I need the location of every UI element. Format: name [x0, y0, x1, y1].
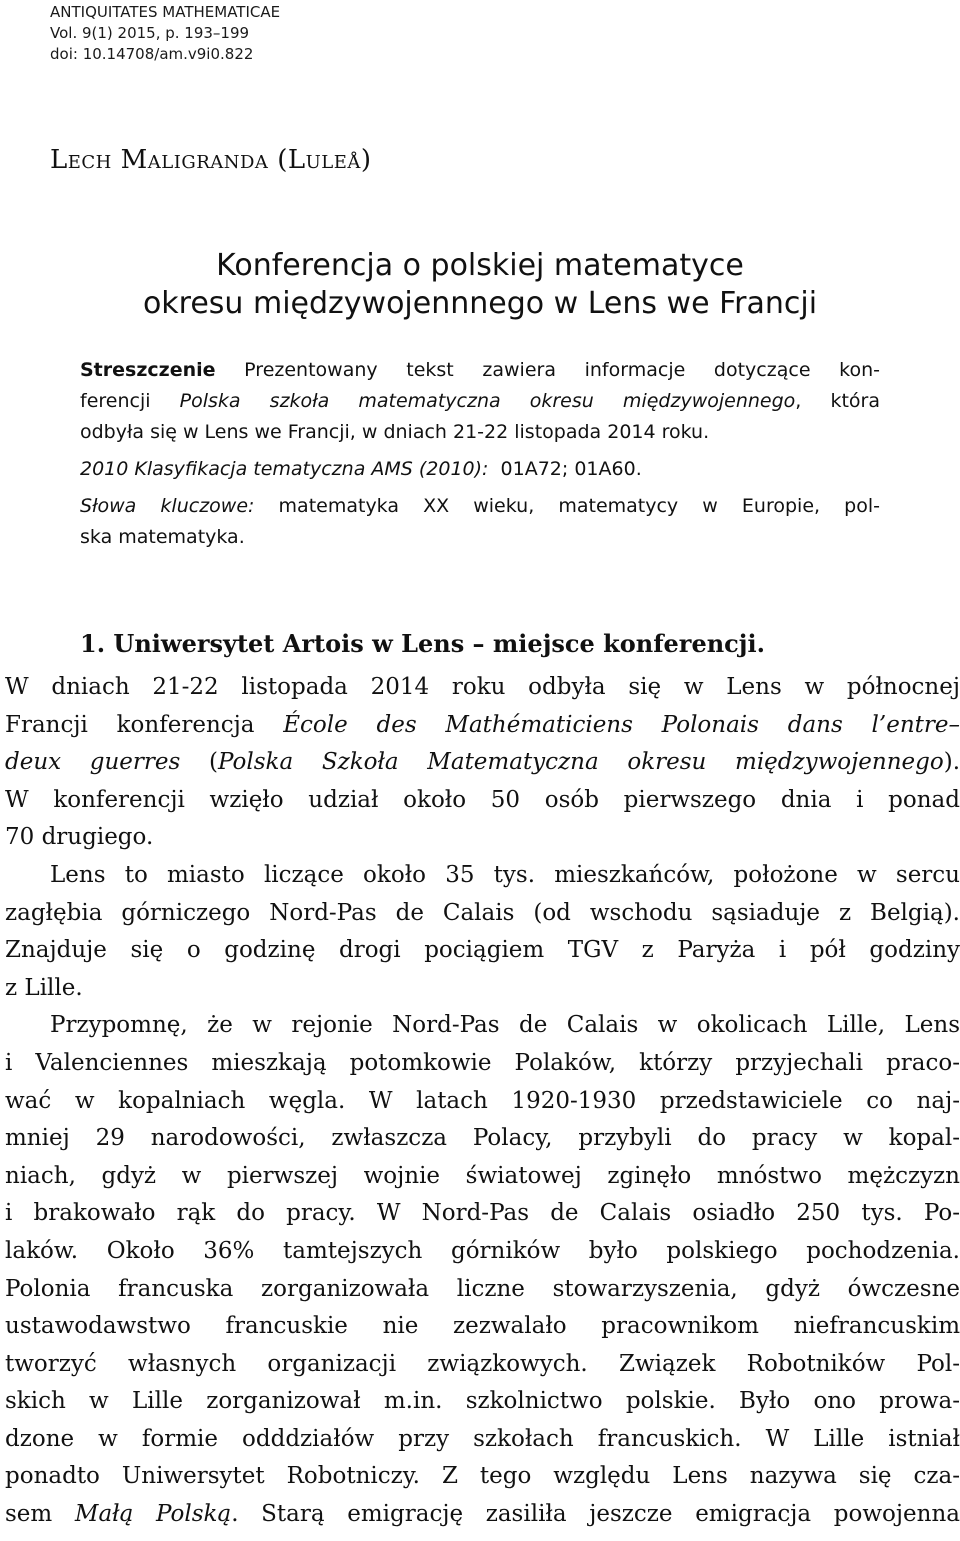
journal-header	[50, 2, 280, 65]
paper-title	[0, 247, 960, 323]
msc-value: 01A72; 01A60.	[500, 458, 642, 480]
body-line: Znajduje się o godzinę drogi pociągiem TGV z Paryża i pół godziny	[5, 937, 960, 964]
body-line: i Valenciennes mieszkają potomkowie Polaków, którzy przyjechali praco-	[5, 1049, 960, 1076]
msc-classification	[80, 454, 880, 485]
conference-title-pl: Polska szkoła matematyczna okresu międzywojennego	[179, 390, 796, 412]
body-line: ustawodawstwo francuskie nie zezwalało pracownikom niefrancuskim	[5, 1313, 960, 1340]
body-line: ponadto Uniwersytet Robotniczy. Z tego względu Lens nazywa się cza-	[5, 1463, 960, 1490]
abstract-line-2: ferencji Polska szkoła matematyczna okresu międzywojennego, która	[80, 390, 880, 412]
body-line: z Lille.	[5, 974, 83, 1001]
body-line: W dniach 21-22 listopada 2014 roku odbyła się w Lens w północnej	[5, 674, 960, 700]
body-line: Francji konferencja École des Mathématiciens Polonais dans l’entre–	[5, 711, 960, 738]
body-line: i brakowało rąk do pracy. W Nord-Pas de Calais osiadło 250 tys. Po-	[5, 1200, 960, 1227]
body-line: Lens to miasto liczące około 35 tys. mieszkańców, położone w sercu	[50, 861, 960, 888]
abstract-line-1: Streszczenie Prezentowany tekst zawiera informacje dotyczące kon-	[80, 359, 880, 381]
body-line: tworzyć własnych organizacji związkowych. Związek Robotników Pol-	[5, 1350, 960, 1377]
title-line-1: Konferencja o polskiej matematyce	[216, 248, 744, 283]
body-line: Polonia francuska zorganizowała liczne stowarzyszenia, gdyż ówczesne	[5, 1275, 960, 1302]
body-line: W konferencji wzięło udział około 50 osób pierwszego dnia i ponad	[5, 786, 960, 813]
abstract-label: Streszczenie	[80, 359, 216, 381]
keywords-label: Słowa kluczowe:	[80, 495, 255, 517]
body-line: sem Małą Polską. Starą emigrację zasiliła jeszcze emigracja powojenna	[5, 1501, 960, 1528]
body-line: skich w Lille zorganizował m.in. szkolnictwo polskie. Było ono prowa-	[5, 1388, 960, 1415]
journal-volume: Vol. 9(1) 2015, p. 193–199	[50, 24, 250, 42]
body-line: mniej 29 narodowości, zwłaszcza Polacy, przybyli do pracy w kopal-	[5, 1125, 960, 1152]
author-line: Lech Maligranda (Luleå)	[50, 145, 372, 175]
body-line: laków. Około 36% tamtejszych górników było polskiego pochodzenia.	[5, 1237, 960, 1264]
abstract-line-3: odbyła się w Lens we Francji, w dniach 21-22 listopada 2014 roku.	[80, 421, 710, 443]
section-heading: 1. Uniwersytet Artois w Lens – miejsce konferencji.	[80, 629, 765, 658]
body-line: Przypomnę, że w rejonie Nord-Pas de Calais w okolicach Lille, Lens	[50, 1012, 960, 1039]
body-line: wać w kopalniach węgla. W latach 1920-1930 przedstawiciele co naj-	[5, 1087, 960, 1114]
body-line: zagłębia górniczego Nord-Pas de Calais (od wschodu sąsiaduje z Belgią).	[5, 899, 960, 926]
abstract-block	[80, 355, 880, 553]
journal-doi: doi: 10.14708/am.v9i0.822	[50, 45, 254, 63]
body-line: niach, gdyż w pierwszej wojnie światowej zginęło mnóstwo mężczyzn	[5, 1162, 960, 1189]
msc-label: 2010 Klasyfikacja tematyczna AMS (2010):	[80, 458, 489, 480]
body-text	[5, 669, 960, 1534]
keywords-line-2: ska matematyka.	[80, 526, 245, 548]
keywords-line-1: Słowa kluczowe: matematyka XX wieku, matematycy w Europie, pol-	[80, 495, 880, 517]
body-line: 70 drugiego.	[5, 824, 154, 851]
body-line: deux guerres (Polska Szkoła Matematyczna okresu międzywojennego).	[5, 749, 960, 776]
journal-name: ANTIQUITATES MATHEMATICAE	[50, 3, 281, 21]
body-line: dzone w formie odddziałów przy szkołach francuskich. W Lille istniał	[5, 1425, 960, 1452]
title-line-2: okresu międzywojennnego w Lens we Francji	[142, 286, 818, 321]
